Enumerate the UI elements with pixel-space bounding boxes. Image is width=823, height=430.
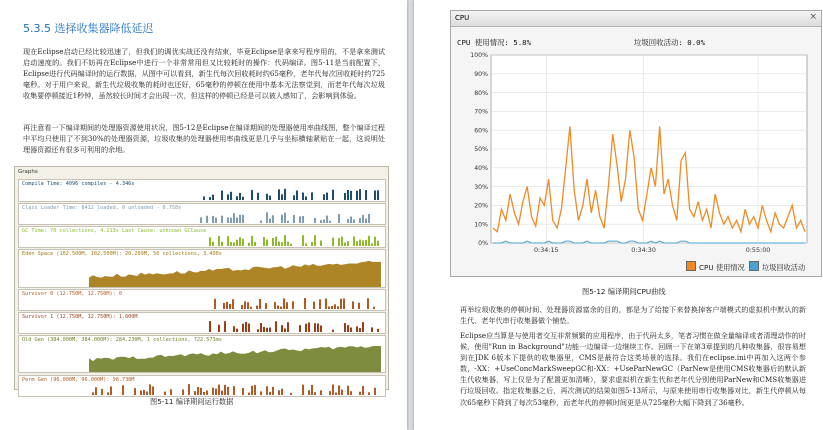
graph-row <box>18 249 386 288</box>
gc-activity-readout: 垃圾回收活动: 0.0% <box>634 38 706 47</box>
y-tick-label: 30% <box>474 183 488 191</box>
cpu-line-chart <box>451 11 821 276</box>
graph-row <box>18 179 386 202</box>
close-icon[interactable]: × <box>809 12 817 22</box>
graphs-panel-title: Graphs <box>18 169 38 175</box>
section-heading: 5.3.5 选择收集器降低延迟 <box>23 22 154 35</box>
body-paragraph-2: 再注意看一下编译期间的处理器资源使用状况，图5-12是Eclipse在编译期间的处理器使用率曲线图，整个编译过程中平均只使用了不到30%的处理器资源，垃圾收集的处理器使用率曲线更是几乎与坐标横轴紧贴在一起，这说明处理器资源还有很多可利用的余地。 <box>23 123 385 155</box>
y-tick-label: 100% <box>470 52 488 60</box>
visualvm-graphs-panel <box>14 166 389 390</box>
legend-item-gc <box>749 261 805 273</box>
y-tick-label: 40% <box>474 165 488 172</box>
x-tick-label: 0:34:30 <box>631 246 656 254</box>
y-tick-label: 50% <box>474 146 488 154</box>
figure-caption-5-12: 图5-12 编译期间CPU曲线 <box>582 287 666 296</box>
legend-label-cpu: CPU 使用情况 <box>699 263 745 272</box>
right-book-page <box>414 0 823 430</box>
y-tick-label: 60% <box>474 127 488 135</box>
graph-row-label: Survivor 1 (12.750M, 12.750M): 1.600M <box>22 314 138 320</box>
graph-row <box>18 312 386 334</box>
y-tick-label: 20% <box>474 202 488 210</box>
y-tick-label: 0% <box>478 240 488 248</box>
body-paragraph-1: 现在Eclipse启动已经比较迅速了，但我们的调优实战还没有结束，毕竟Eclipse是拿来写程序用的，不是拿来测试启动速度的。我们不妨再在Eclipse中进行一个非常常用但又比较耗时的操作：代码编译。图5-11是当前配置下，Eclipse进行代码编译时的运行数据，从图中可以看到，新生代每次回收耗时约65毫秒，老年代每次回收耗时约725毫秒。对于用户来说，新生代垃圾收集的耗时也还好，65毫秒的停顿在使用中基本无法察觉到，而老年代每次垃圾收集要停顿接近1秒钟，虽然较长时间才会出现一次，但这样的停顿已经是可以被人感知了，会影响到体验。 <box>23 47 385 101</box>
graph-row-label: Old Gen (384.000M, 384.000M): 284.230M, 1 collections, 722.573ms <box>22 337 222 343</box>
x-tick-label: 0:55:00 <box>745 246 771 254</box>
graph-row-label: Eden Space (102.500M, 102.500M): 20.289M, 56 collections, 3.490s <box>22 251 222 257</box>
graph-row-label: Survivor 0 (12.750M, 12.750M): 0 <box>22 291 122 297</box>
graph-row-label: Class Loader Time: 8412 loaded, 0 unloaded - 0.758s <box>22 205 182 211</box>
graph-row-label: Perm Gen (96.000M, 96.000M): 98.738M <box>22 377 135 383</box>
cpu-window-title: CPU <box>455 14 470 22</box>
body-paragraph-3: 再举垃圾收集的停顿时间、处理器资源富余的目的，都是为了给接下来替换掉客户端模式的虚拟机中默认的新生代、老年代串行收集器做个铺垫。 <box>460 305 806 326</box>
graph-row <box>18 375 386 397</box>
y-tick-label: 90% <box>474 71 488 78</box>
figure-caption-5-11: 图5-11 编译期间运行数据 <box>150 397 234 406</box>
cpu-usage-readout: CPU 使用情况: 5.8% <box>457 38 532 47</box>
graph-row <box>18 289 386 311</box>
graph-row-label: Compile Time: 4096 compiles - 4.346s <box>22 181 135 187</box>
legend-swatch-cpu <box>686 261 696 271</box>
legend-swatch-gc <box>749 261 759 271</box>
left-book-page <box>0 0 407 430</box>
x-tick-label: 0:34:15 <box>533 246 559 254</box>
graph-row <box>18 203 386 225</box>
y-tick-label: 70% <box>474 108 488 116</box>
y-tick-label: 10% <box>474 221 488 229</box>
y-tick-label: 80% <box>474 89 488 97</box>
graph-row <box>18 335 386 373</box>
legend-item-cpu <box>686 261 745 273</box>
cpu-monitor-window <box>450 10 822 277</box>
graph-row-label: GC Time: 70 collections, 4.213s Last Cause: unknown GCCause <box>22 228 207 234</box>
legend-label-gc: 垃圾回收活动 <box>762 263 806 272</box>
body-paragraph-4: Eclipse应当算是与使用者交互非常频繁的应用程序，由于代码太多，笔者习惯在做全量编译或者清理动作的时候，使用"Run in Background"功能一边编译一边继续工作。回顾一下在第3章提到的几种收集器，很容易想到在JDK 6版本下提供的收集器里，CMS是最符合这类场景的选择。我们在eclipse.ini中再加入这两个参数，-XX：+UseConcMarkSweepGC和-XX：+UseParNewGC（ParNew是使用CMS收集器后的默认新生代收集器，写上仅是为了配置更加清晰），要求虚拟机在新生代和老年代分别使用ParNew和CMS收集器进行垃圾回收。指定收集器之后，再次测试的结果如图5-13所示，与原来使用串行收集器对比，新生代停顿从每次65毫秒下降到了每次53毫秒，而老年代的停顿时间更是从725毫秒大幅下降到了36毫秒。 <box>460 331 806 407</box>
graph-row <box>18 226 386 248</box>
